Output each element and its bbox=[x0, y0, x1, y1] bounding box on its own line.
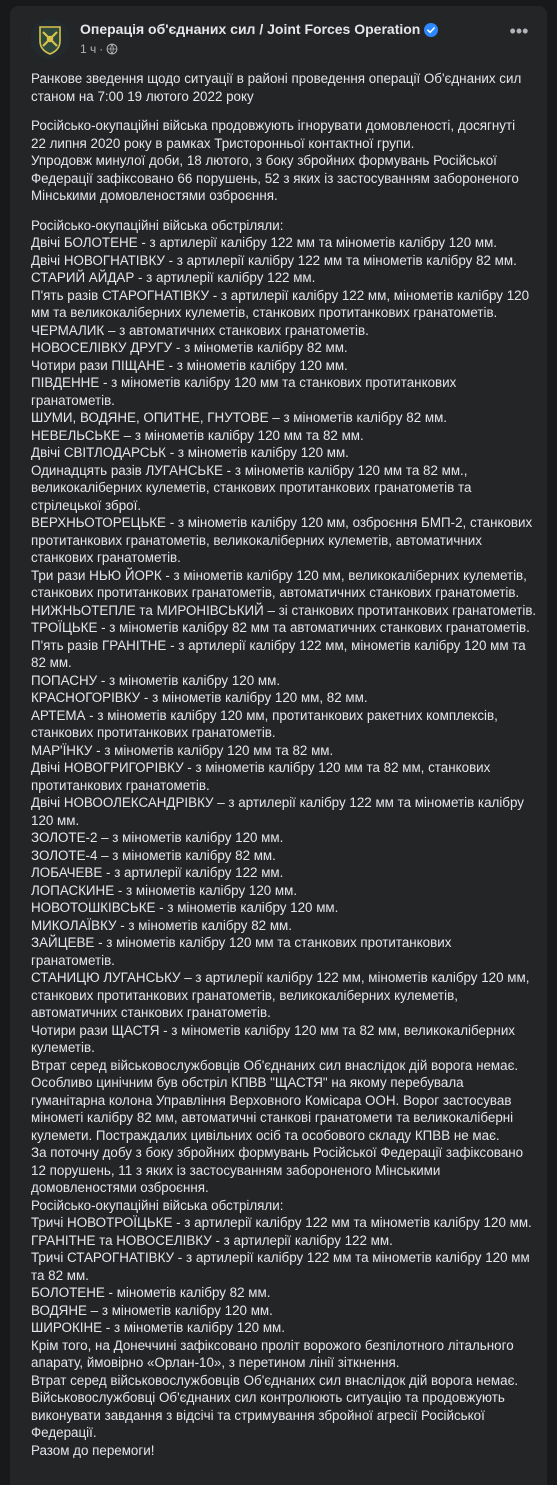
post-text-line: Федерації зафіксовано 66 порушень, 52 з яких із застосуванням забороненого bbox=[31, 170, 519, 186]
post-text-line: Крім того, на Донеччині зафіксовано проліт ворожого безпілотного літального bbox=[31, 1337, 514, 1353]
post-text-line: ШИРОКІНЕ - з мінометів калібру 120 мм. bbox=[31, 1320, 285, 1335]
post-text-line: БОЛОТЕНЕ - мінометів калібру 82 мм. bbox=[31, 1285, 271, 1300]
jfo-emblem-icon bbox=[30, 19, 70, 59]
post-text-line: Тричі СТАРОГНАТІВКУ - з артилерії калібру 122 мм та мінометів калібру 120 мм bbox=[31, 1250, 530, 1265]
post-text-line: Двічі НОВОГРИГОРІВКУ - з мінометів калібру 120 мм та 82 мм, станкових bbox=[31, 760, 491, 775]
post-text-line: ЗОЛОТЕ-4 – з мінометів калібру 82 мм. bbox=[31, 847, 276, 863]
post-text-line: Двічі СВІТЛОДАРСЬК - з мінометів калібру 120 мм. bbox=[31, 445, 349, 460]
post-text-line: Чотири рази ЩАСТЯ - з мінометів калібру 120 мм та 82 мм, великокаліберних bbox=[31, 1022, 515, 1038]
post-text-line: 22 липня 2020 року в рамках Тристоронньої контактної групи. bbox=[31, 135, 415, 151]
post-text-line: АРТЕМА - з мінометів калібру 120 мм, протитанкових ракетних комплексів, bbox=[31, 707, 498, 723]
post-text-line: НЕВЕЛЬСЬКЕ – з мінометів калібру 120 мм та 82 мм. bbox=[31, 427, 364, 443]
post-header bbox=[10, 6, 547, 66]
post-text-line: ТРОЇЦЬКЕ - з мінометів калібру 82 мм та автоматичних станкових гранатометів. bbox=[31, 620, 530, 635]
post-text-line: протитанкових гранатометів, великокаліберних кулеметів, автоматичних bbox=[31, 532, 482, 548]
page-name-link[interactable] bbox=[80, 21, 438, 40]
post-text-line: СТАНИЦЮ ЛУГАНСЬКУ – з артилерії калібру 122 мм, мінометів калібру 120 мм, bbox=[31, 970, 530, 985]
post-text-line: Мінськими домовленостями озброєння. bbox=[31, 188, 278, 203]
post-text-line: ЛОПАСКИНЕ - з мінометів калібру 120 мм. bbox=[31, 882, 298, 898]
post-text-line: гранатометів. bbox=[31, 392, 115, 408]
post-text-line: кулемети. Постраждалих цивільних осіб та особового складу КПВВ не має. bbox=[31, 1127, 500, 1143]
post-text-line: ЗАЙЦЕВЕ - з мінометів калібру 120 мм та станкових протитанкових bbox=[31, 935, 452, 950]
post-text-line: Одинадцять разів ЛУГАНСЬКЕ - з мінометів калібру 120 мм та 82 мм., bbox=[31, 462, 468, 478]
post-paragraph bbox=[31, 217, 541, 1460]
post-text-line: ЧЕРМАЛИК – з автоматичних станкових гранатометів. bbox=[31, 322, 369, 338]
post-timestamp[interactable]: 1 ч bbox=[80, 42, 97, 56]
post-text-line: 120 мм. bbox=[31, 812, 80, 828]
post-text-line: кулеметів. bbox=[31, 1040, 95, 1055]
post-text-line: МАР'ЇНКУ - з мінометів калібру 120 мм та 82 мм. bbox=[31, 742, 334, 758]
post-text-line: НОВОТОШКІВСЬКЕ - з мінометів калібру 120 мм. bbox=[31, 900, 339, 915]
post-text-line: Військовослужбовці Об'єднаних сил контролюють ситуацію та продовжують bbox=[31, 1390, 505, 1405]
more-options-button[interactable] bbox=[507, 21, 531, 46]
globe-icon bbox=[106, 42, 118, 56]
post-text-line: МИКОЛАЇВКУ - з мінометів калібру 82 мм. bbox=[31, 917, 292, 933]
post-text-line: НИЖНЬОТЕПЛЕ та МИРОНІВСЬКИЙ – зі станкових протитанкових гранатометів. bbox=[31, 602, 537, 618]
post-text-line: гранатометів. bbox=[31, 952, 115, 968]
post-text-line: СТАРИЙ АЙДАР - з артилерії калібру 122 мм. bbox=[31, 270, 316, 285]
post-text-line: Ранкове зведення щодо ситуації в районі проведення операції Об'єднаних сил bbox=[31, 71, 522, 86]
post-text-line: апарату, ймовірно «Орлан-10», з перетином лінії зіткнення. bbox=[31, 1355, 400, 1370]
post-text-line: За поточну добу з боку збройних формувань Російської Федерації зафіксовано bbox=[31, 1145, 524, 1160]
meta-separator: · bbox=[99, 42, 104, 56]
post-text-line: Особливо цинічним був обстріл КПВВ "ЩАСТЯ" на якому перебувала bbox=[31, 1075, 464, 1090]
post-text-line: ПІВДЕННЕ - з мінометів калібру 120 мм та станкових протитанкових bbox=[31, 375, 457, 390]
post-text-line: станом на 7:00 19 лютого 2022 року bbox=[31, 88, 254, 104]
post-text-line: виконувати завдання з відсічі та стримування збройної агресії Російської bbox=[31, 1407, 485, 1423]
post-text-line: станкових протитанкових гранатометів. bbox=[31, 725, 276, 740]
post-text-line: Чотири рази ПІЩАНЕ - з мінометів калібру 120 мм. bbox=[31, 357, 348, 373]
post-text-line: Упродовж минулої доби, 18 лютого, з боку збройних формувань Російської bbox=[31, 153, 497, 168]
post-text-line: Двічі НОВООЛЕКСАНДРІВКУ – з артилерії калібру 122 мм та мінометів калібру bbox=[31, 795, 524, 810]
more-options-icon: ••• bbox=[509, 21, 529, 41]
post-text-line: Федерації. bbox=[31, 1425, 97, 1440]
post-text-line: гуманітарна колона Управління Верховного Комісара ООН. Ворог застосував bbox=[31, 1092, 512, 1108]
post-text-line: Двічі НОВОГНАТІВКУ - з артилерії калібру 122 мм та мінометів калібру 82 мм. bbox=[31, 252, 517, 268]
post-text-line: великокаліберних кулеметів, станкових протитанкових гранатометів та bbox=[31, 480, 472, 495]
post-message bbox=[31, 70, 541, 1471]
post-text-line: Російсько-окупаційні війська обстріляли: bbox=[31, 1197, 284, 1213]
post-text-line: ЗОЛОТЕ-2 – з мінометів калібру 120 мм. bbox=[31, 830, 284, 845]
post-text-line: Втрат серед військовослужбовців Об'єднаних сил внаслідок дій ворога немає. bbox=[31, 1372, 519, 1388]
post-text-line: Разом до перемоги! bbox=[31, 1442, 155, 1458]
post-text-line: станкових гранатометів. bbox=[31, 550, 181, 565]
post-text-line: П'ять разів ГРАНІТНЕ - з артилерії калібру 122 мм, мінометів калібру 120 мм та bbox=[31, 637, 526, 653]
post-text-line: мм та великокаліберних кулеметів, станкових протитанкових гранатометів. bbox=[31, 305, 498, 320]
post-text-line: Три рази НЬЮ ЙОРК - з мінометів калібру 120 мм, великокаліберних кулеметів, bbox=[31, 567, 527, 583]
post-text-line: 82 мм. bbox=[31, 655, 72, 670]
page-name-text: Операція об'єднаних сил / Joint Forces Operation bbox=[80, 21, 421, 37]
post-meta bbox=[80, 42, 118, 56]
post-paragraph bbox=[31, 117, 541, 205]
post-text-line: Втрат серед військовослужбовців Об'єднаних сил внаслідок дій ворога немає. bbox=[31, 1057, 519, 1073]
post-text-line: НОВОСЕЛІВКУ ДРУГУ - з мінометів калібру 82 мм. bbox=[31, 340, 348, 355]
post-text-line: домовленостями озброєння. bbox=[31, 1180, 209, 1195]
post-text-line: КРАСНОГОРІВКУ - з мінометів калібру 120 мм, 82 мм. bbox=[31, 690, 368, 705]
post-text-line: стрілецької зброї. bbox=[31, 497, 142, 513]
post-text-line: Двічі БОЛОТЕНЕ - з артилерії калібру 122 мм та мінометів калібру 120 мм. bbox=[31, 235, 497, 250]
post-text-line: Російсько-окупаційні війська продовжують ігнорувати домовленості, досягнуті bbox=[31, 118, 516, 133]
post-text-line: автоматичних станкових гранатометів. bbox=[31, 1005, 271, 1020]
post-text-line: 12 порушень, 11 з яких із застосуванням забороненого Мінськими bbox=[31, 1162, 441, 1178]
post-text-line: ВОДЯНЕ – з мінометів калібру 120 мм. bbox=[31, 1302, 273, 1318]
post-text-line: Російсько-окупаційні війська обстріляли: bbox=[31, 217, 284, 233]
post-text-line: станкових протитанкових гранатометів, великокаліберних кулеметів, bbox=[31, 987, 458, 1003]
post-card bbox=[10, 6, 547, 1485]
post-text-line: ЛОБАЧЕВЕ - з артилерії калібру 122 мм. bbox=[31, 865, 284, 880]
post-text-line: ВЕРХНЬОТОРЕЦЬКЕ - з мінометів калібру 120 мм, озброєння БМП-2, станкових bbox=[31, 515, 533, 530]
post-text-line: Тричі НОВОТРОЇЦЬКЕ - з артилерії калібру 122 мм та мінометів калібру 120 мм. bbox=[31, 1215, 532, 1230]
post-text-line: мінометі калібру 82 мм, автоматичні станкові гранатомети та великокаліберні bbox=[31, 1110, 514, 1125]
post-text-line: станкових протитанкових гранатометів, автоматичних станкових гранатометів. bbox=[31, 585, 520, 600]
verified-badge-icon bbox=[424, 23, 438, 40]
post-text-line: ШУМИ, ВОДЯНЕ, ОПИТНЕ, ГНУТОВЕ – з мінометів калібру 82 мм. bbox=[31, 410, 447, 425]
page-avatar[interactable] bbox=[30, 19, 70, 59]
post-text-line: ПОПАСНУ - з мінометів калібру 120 мм. bbox=[31, 672, 281, 688]
post-text-line: ГРАНІТНЕ та НОВОСЕЛІВКУ - з артилерії калібру 122 мм. bbox=[31, 1232, 393, 1248]
post-text-line: та 82 мм. bbox=[31, 1267, 89, 1283]
post-paragraph bbox=[31, 70, 541, 105]
post-text-line: протитанкових гранатометів. bbox=[31, 777, 210, 793]
post-text-line: П'ять разів СТАРОГНАТІВКУ - з артилерії калібру 122 мм, мінометів калібру 120 bbox=[31, 287, 530, 303]
